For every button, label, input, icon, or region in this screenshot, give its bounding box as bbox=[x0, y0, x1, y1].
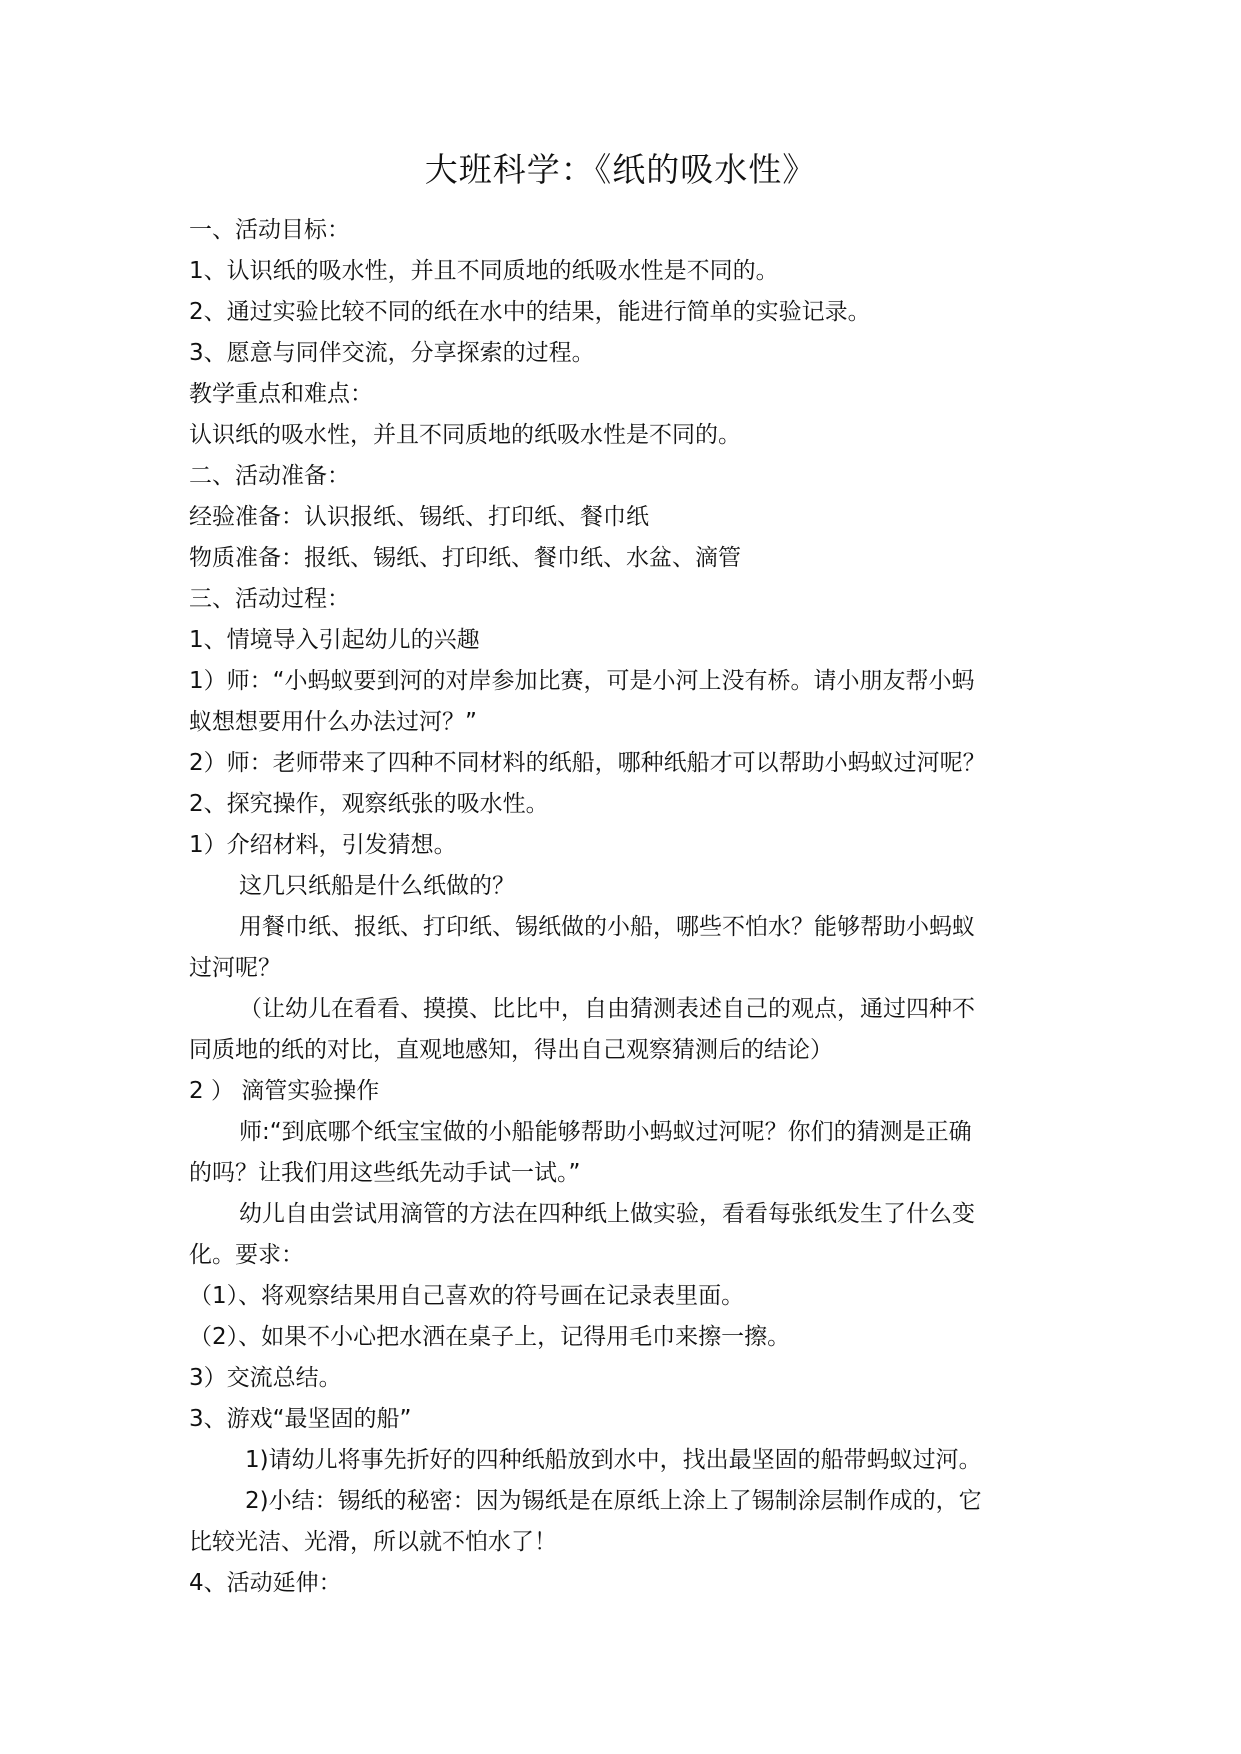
text-line: 3）交流总结。 bbox=[189, 1365, 342, 1391]
text-line: 物质准备：报纸、锡纸、打印纸、餐巾纸、水盆、滴管 bbox=[189, 545, 741, 571]
text-line: 2、探究操作，观察纸张的吸水性。 bbox=[189, 791, 549, 817]
page-title: 大班科学：《纸的吸水性》 bbox=[424, 150, 817, 189]
text-line: 师:“到底哪个纸宝宝做的小船能够帮助小蚂蚁过河呢？你们的猜测是正确 bbox=[239, 1119, 972, 1145]
text-line: 2、通过实验比较不同的纸在水中的结果，能进行简单的实验记录。 bbox=[189, 299, 871, 325]
section-heading: 三、活动过程： bbox=[189, 586, 350, 612]
text-line: 4、活动延伸： bbox=[189, 1570, 342, 1596]
text-line: 2）师：老师带来了四种不同材料的纸船，哪种纸船才可以帮助小蚂蚁过河呢？ bbox=[189, 750, 986, 776]
text-line: （1）、将观察结果用自己喜欢的符号画在记录表里面。 bbox=[189, 1283, 745, 1309]
text-line: 3、游戏“最坚固的船” bbox=[189, 1406, 412, 1432]
text-line: 比较光洁、光滑，所以就不怕水了！ bbox=[189, 1529, 557, 1555]
text-line: 1、认识纸的吸水性，并且不同质地的纸吸水性是不同的。 bbox=[189, 258, 779, 284]
text-line: 这几只纸船是什么纸做的？ bbox=[239, 873, 515, 899]
text-line: 化。要求： bbox=[189, 1242, 304, 1268]
text-line: 幼儿自由尝试用滴管的方法在四种纸上做实验，看看每张纸发生了什么变 bbox=[239, 1201, 975, 1227]
text-line: 3、愿意与同伴交流，分享探索的过程。 bbox=[189, 340, 595, 366]
text-line: 经验准备：认识报纸、锡纸、打印纸、餐巾纸 bbox=[189, 504, 649, 530]
text-line: （2）、如果不小心把水洒在桌子上，记得用毛巾来擦一擦。 bbox=[189, 1324, 791, 1350]
section-heading: 一、活动目标： bbox=[189, 217, 350, 243]
text-line: 1)请幼儿将事先折好的四种纸船放到水中，找出最坚固的船带蚂蚁过河。 bbox=[245, 1447, 982, 1473]
text-line: 1、情境导入引起幼儿的兴趣 bbox=[189, 627, 480, 653]
text-line: 2 ） 滴管实验操作 bbox=[189, 1078, 380, 1104]
text-line: 用餐巾纸、报纸、打印纸、锡纸做的小船，哪些不怕水？能够帮助小蚂蚁 bbox=[239, 914, 975, 940]
section-heading: 二、活动准备： bbox=[189, 463, 350, 489]
text-line: 的吗？让我们用这些纸先动手试一试。” bbox=[189, 1160, 581, 1186]
text-line: 认识纸的吸水性，并且不同质地的纸吸水性是不同的。 bbox=[189, 422, 741, 448]
text-line: 过河呢？ bbox=[189, 955, 281, 981]
text-line: （让幼儿在看看、摸摸、比比中，自由猜测表述自己的观点，通过四种不 bbox=[239, 996, 975, 1022]
text-line: 同质地的纸的对比，直观地感知，得出自己观察猜测后的结论） bbox=[189, 1037, 833, 1063]
section-heading: 教学重点和难点： bbox=[189, 381, 373, 407]
text-line: 2)小结：锡纸的秘密：因为锡纸是在原纸上涂上了锡制涂层制作成的，它 bbox=[245, 1488, 982, 1514]
document-body bbox=[189, 210, 1059, 1604]
text-line: 1）介绍材料，引发猜想。 bbox=[189, 832, 457, 858]
text-line: 1）师：“小蚂蚁要到河的对岸参加比赛，可是小河上没有桥。请小朋友帮小蚂 bbox=[189, 668, 975, 694]
text-line: 蚁想想要用什么办法过河？” bbox=[189, 709, 477, 735]
